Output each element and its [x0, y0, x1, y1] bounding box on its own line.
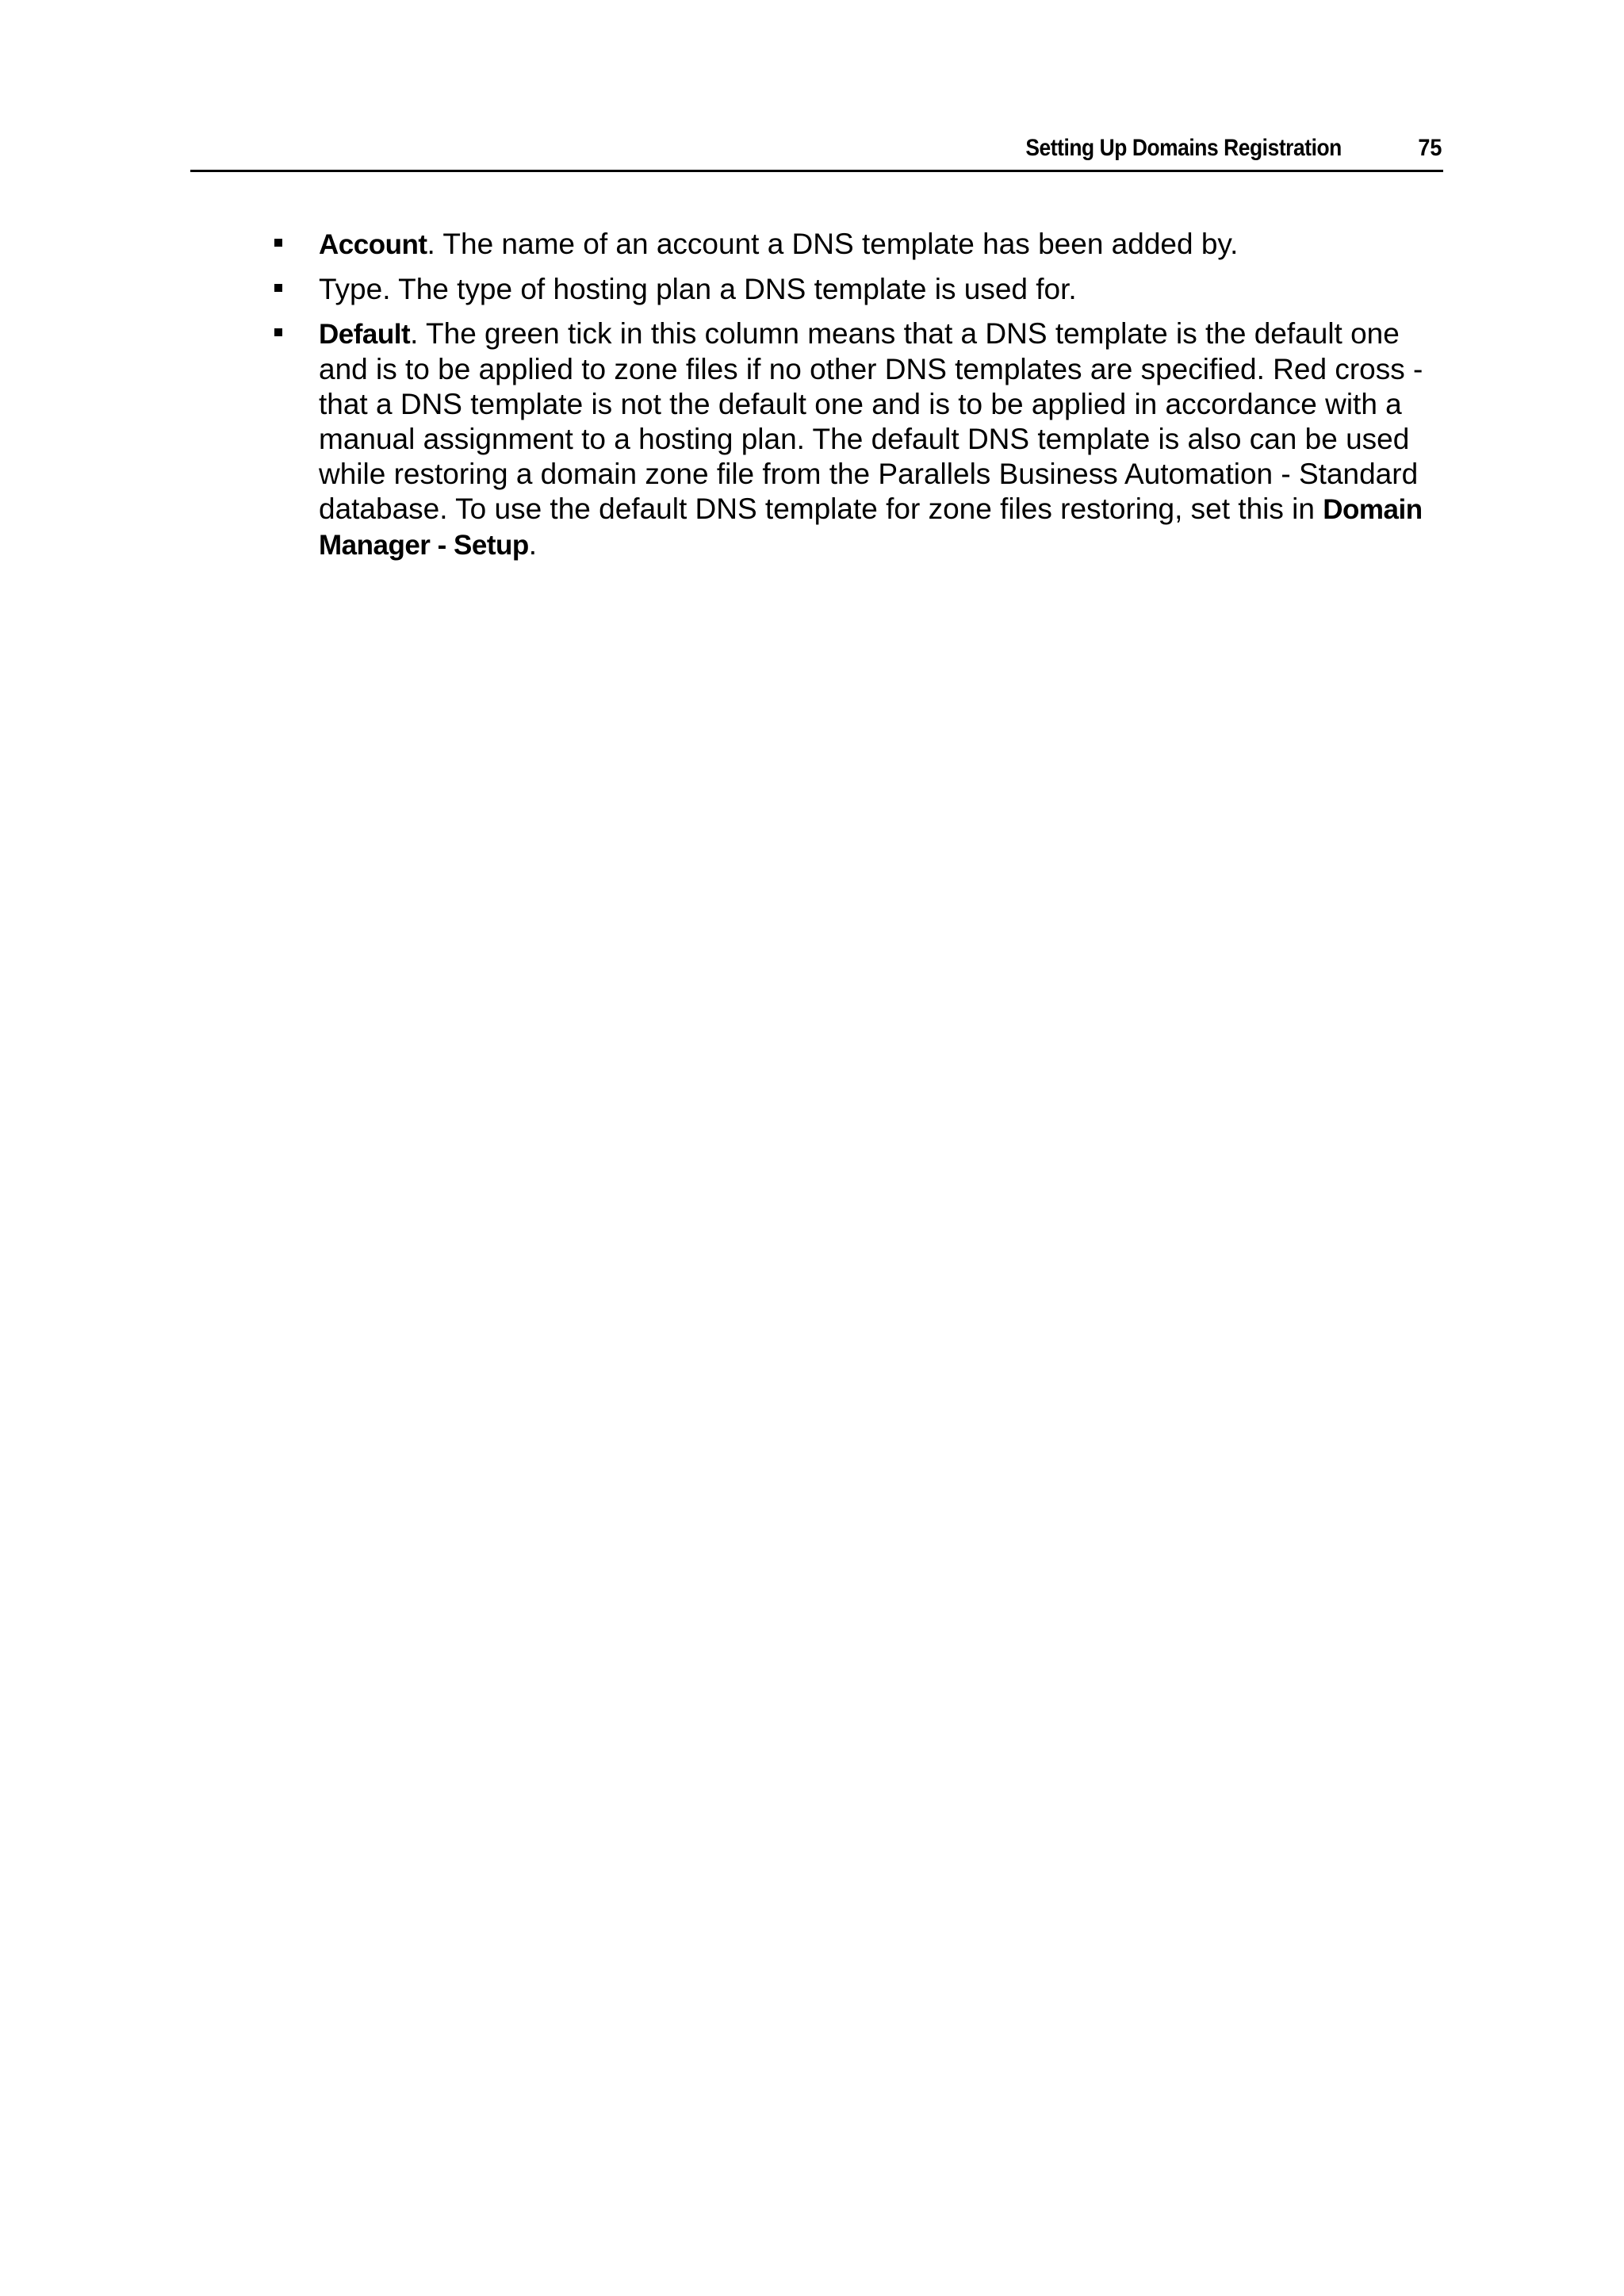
item-text: . The name of an account a DNS template has been added by. — [427, 228, 1239, 260]
page-header — [190, 133, 1443, 172]
item-text: . The green tick in this column means that a DNS template is the default one and is to be applied to zone files if no other DNS templates are specified. Red cross - that a DNS template is not the default one and is to be applied in accordance with a manual assignment to a hosting plan. The default DNS template is also can be used while restoring a domain zone file from the Parallels Business Automation - Standard database. To use the default DNS template for zone files restoring, set this in — [319, 317, 1423, 525]
term-account: Account — [319, 229, 427, 260]
list-item-type — [270, 272, 1443, 307]
square-bullet-icon — [274, 284, 282, 292]
square-bullet-icon — [274, 239, 282, 247]
running-header-title: Setting Up Domains Registration — [1025, 135, 1342, 161]
column-description-list — [270, 227, 1443, 573]
ui-reference: Domain Manager - Setup — [319, 494, 1423, 561]
item-text: Type. The type of hosting plan a DNS template is used for. — [319, 273, 1077, 305]
item-text-end: . — [528, 528, 538, 561]
term-default: Default — [319, 319, 411, 350]
square-bullet-icon — [274, 328, 282, 336]
list-item-default — [270, 316, 1443, 563]
list-item-account — [270, 227, 1443, 263]
page-number: 75 — [1417, 135, 1442, 161]
